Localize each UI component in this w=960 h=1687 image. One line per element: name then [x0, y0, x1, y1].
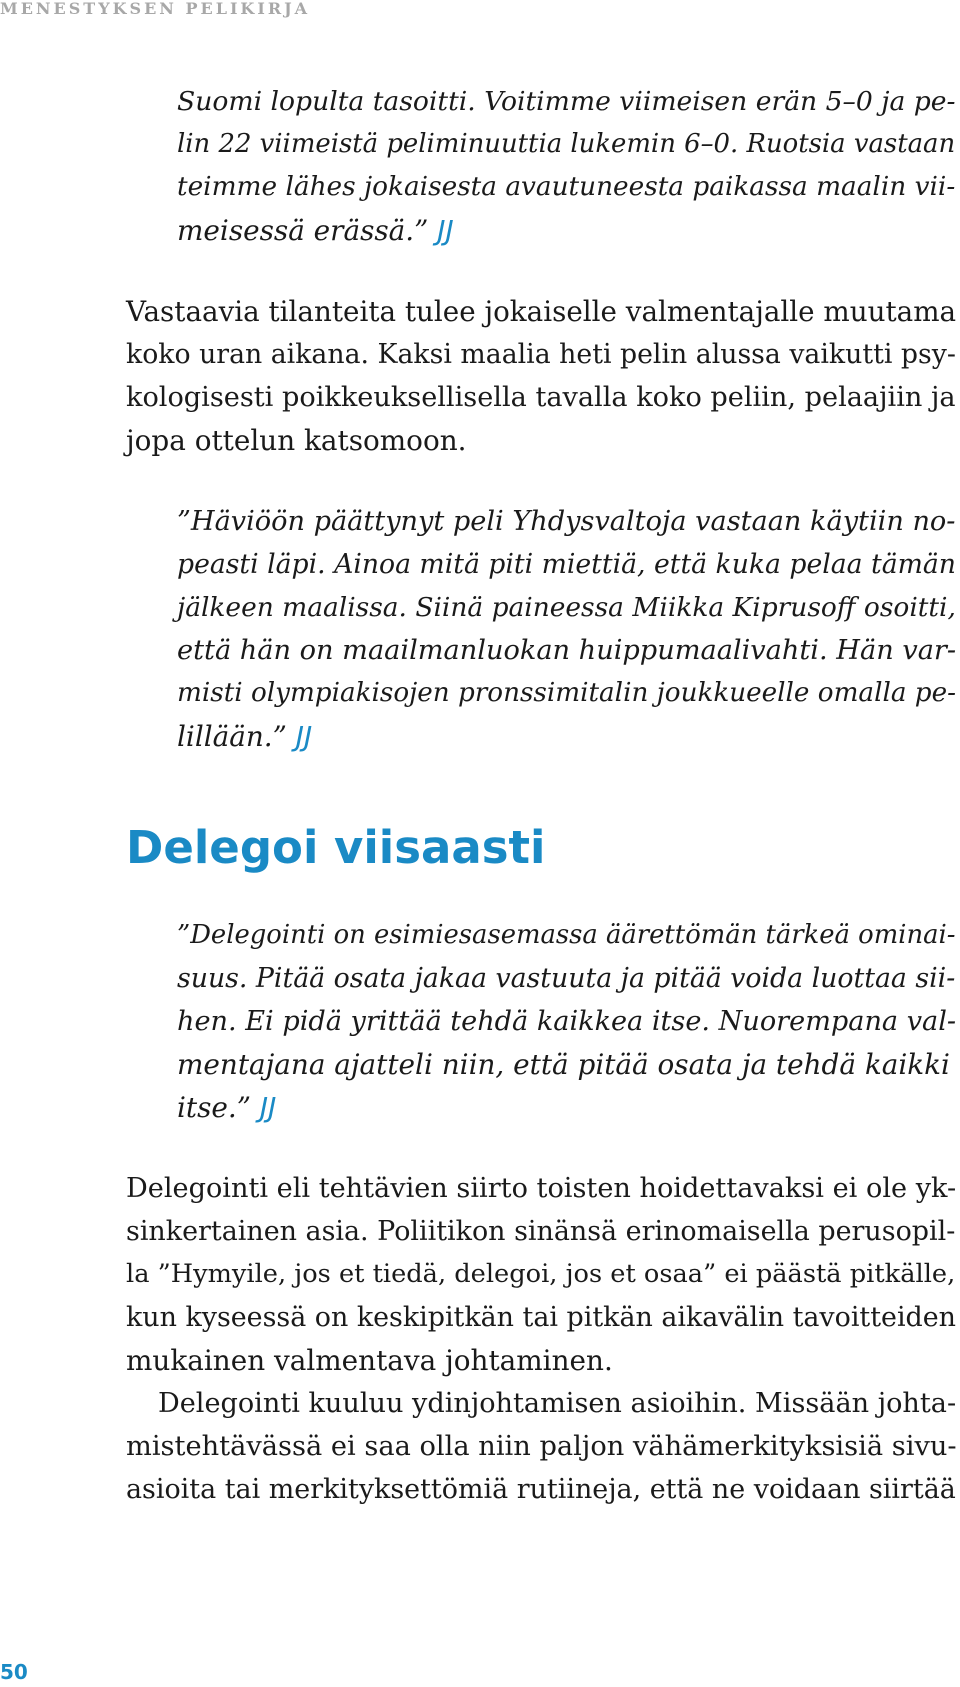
quote-block: [177, 914, 960, 1129]
text-line: sinkertainen asia. Poliitikon sinänsä erinomaisella perusopil-: [126, 1216, 956, 1247]
running-head: MENESTYKSEN PELIKIRJA: [0, 0, 311, 18]
text-line: [177, 715, 960, 758]
text-line: Delegointi eli tehtävien siirto toisten hoidettavaksi ei ole yk-: [126, 1173, 957, 1204]
text-line: la ”Hymyile, jos et tiedä, delegoi, jos et osaa” ei päästä pitkälle,: [126, 1259, 956, 1289]
signature-jj: JJ: [295, 720, 313, 753]
text-line: hen. Ei pidä yrittää tehdä kaikkea itse. Nuorempana val-: [177, 1006, 957, 1037]
text-line: Suomi lopulta tasoitti. Voitimme viimeisen erän 5–0 ja pe-: [177, 86, 956, 117]
text-line: kun kyseessä on keskipitkän tai pitkän aikavälin tavoitteiden: [126, 1302, 956, 1333]
section-heading: Delegoi viisaasti: [126, 821, 546, 874]
text-line: suus. Pitää osata jakaa vastuuta ja pitää voida luottaa sii-: [177, 963, 956, 994]
text-line: mistehtävässä ei saa olla niin paljon vähämerkityksisiä sivu-: [126, 1431, 957, 1462]
text-line: lin 22 viimeistä peliminuuttia lukemin 6–0. Ruotsia vastaan: [177, 129, 956, 159]
text-line: Vastaavia tilanteita tulee jokaiselle valmentajalle muutama: [126, 295, 957, 328]
page-number: 50: [0, 1660, 28, 1684]
text-line: kologisesti poikkeuksellisella tavalla koko peliin, pelaajiin ja: [126, 382, 956, 413]
text-line: jälkeen maalissa. Siinä paineessa Miikka Kiprusoff osoitti,: [177, 592, 956, 623]
text-line: mukainen valmentava johtaminen.: [126, 1344, 613, 1377]
body-paragraph-indented: [126, 1382, 960, 1511]
quote-block: [177, 80, 960, 252]
quote-end-text: lillään.”: [177, 720, 287, 753]
text-line: [177, 209, 960, 252]
body-paragraph: [126, 290, 960, 462]
text-line: ”Häviöön päättynyt peli Yhdysvaltoja vastaan käytiin no-: [177, 506, 956, 537]
body-paragraph: [126, 1167, 960, 1382]
text-line: jopa ottelun katsomoon.: [126, 424, 467, 457]
text-line: että hän on maailmanluokan huippumaalivahti. Hän var-: [177, 635, 957, 666]
text-line: peasti läpi. Ainoa mitä piti miettiä, että kuka pelaa tämän: [177, 549, 956, 580]
text-line: misti olympiakisojen pronssimitalin joukkueelle omalla pe-: [177, 678, 956, 708]
page-body: [126, 80, 960, 1511]
text-line: asioita tai merkityksettömiä rutiineja, että ne voidaan siirtää: [126, 1474, 956, 1505]
text-line: mentajana ajatteli niin, että pitää osata ja tehdä kaikki: [177, 1048, 950, 1081]
text-line: koko uran aikana. Kaksi maalia heti pelin alussa vaikutti psy-: [126, 339, 956, 370]
text-line: [177, 1086, 960, 1129]
quote-end-text: itse.”: [177, 1091, 251, 1124]
text-line: teimme lähes jokaisesta avautuneesta paikassa maalin vii-: [177, 172, 956, 202]
signature-jj: JJ: [437, 214, 454, 247]
quote-block: [177, 500, 960, 758]
text-line: Delegointi kuuluu ydinjohtamisen asioihin. Missään johta-: [158, 1388, 957, 1419]
text-line: ”Delegointi on esimiesasemassa äärettömän tärkeä ominai-: [177, 920, 956, 950]
signature-jj: JJ: [259, 1091, 277, 1124]
quote-end-text: meisessä erässä.”: [177, 214, 429, 247]
